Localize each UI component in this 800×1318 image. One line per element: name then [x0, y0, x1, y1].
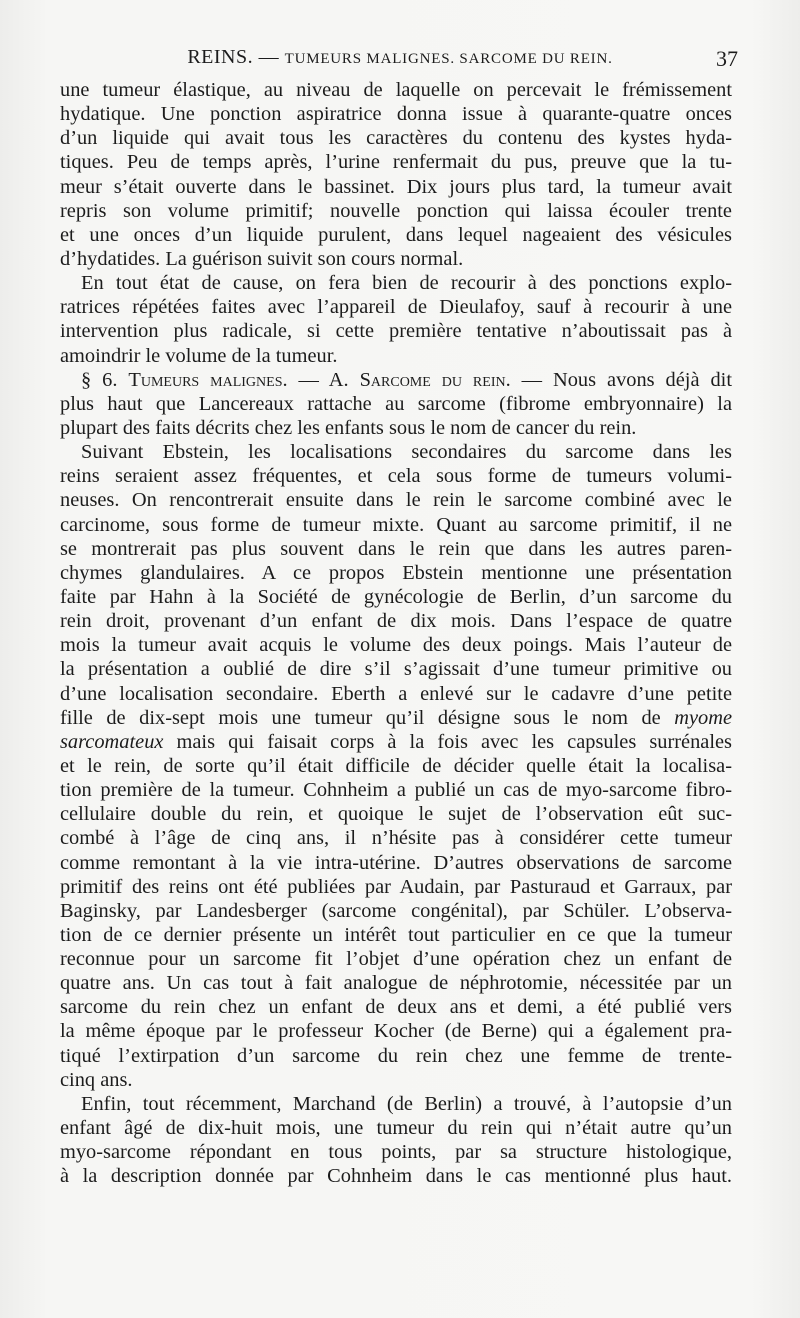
page-number: 37: [716, 46, 738, 71]
text-line: d’un liquide qui avait tous les caractères du contenu des kystes hyda-: [60, 127, 732, 150]
text-line: myo-sarcome répondant en tous points, par sa structure histologique,: [60, 1141, 732, 1164]
text-line: Enfin, tout récemment, Marchand (de Berlin) a trouvé, à l’autopsie d’un: [81, 1092, 732, 1115]
text-line: cinq ans.: [60, 1068, 133, 1091]
section-separator: — A.: [287, 368, 360, 391]
text-line: rein droit, provenant d’un enfant de dix mois. Dans l’espace de quatre: [60, 610, 732, 633]
text-line: la même époque par le professeur Kocher (de Berne) qui a également pra-: [60, 1020, 732, 1043]
text-line: hydatique. Une ponction aspiratrice donna issue à quarante-quatre onces: [60, 103, 732, 126]
text-line: quatre ans. Un cas tout à fait analogue de néphrotomie, nécessitée par un: [60, 972, 732, 995]
section-title-tumeurs: Tumeurs malignes.: [128, 368, 288, 391]
text-line: repris son volume primitif; nouvelle ponction qui laissa écouler trente: [60, 199, 732, 222]
text-line: se montrerait pas plus souvent dans le rein que dans les autres paren-: [60, 537, 732, 560]
running-head-prefix: REINS. —: [187, 46, 285, 68]
text-line: une tumeur élastique, au niveau de laquelle on percevait le frémissement: [60, 79, 732, 101]
text-line: ratrices répétées faites avec l’appareil de Dieulafoy, sauf à recourir à une: [60, 296, 732, 319]
text-line: plupart des faits décrits chez les enfants sous le nom de cancer du rein.: [60, 416, 637, 439]
text-line: combé à l’âge de cinq ans, il n’hésite pas à considérer cette tumeur: [60, 827, 732, 850]
text-line: cellulaire double du rein, et quoique le sujet de l’observation eût suc-: [60, 803, 732, 826]
text-line: reins seraient assez fréquentes, et cela sous forme de tumeurs volumi-: [60, 465, 732, 488]
text-line: tion première de la tumeur. Cohnheim a publié un cas de myo-sarcome fibro-: [60, 779, 732, 802]
text-line: meur s’était ouverte dans le bassinet. Dix jours plus tard, la tumeur avait: [60, 175, 732, 198]
text-line: d’hydatides. La guérison suivit son cours normal.: [60, 247, 464, 270]
page-header: [60, 44, 740, 74]
text-line: chymes glandulaires. A ce propos Ebstein mentionne une présentation: [60, 561, 732, 584]
text-line: et le rein, de sorte qu’il était difficile de décider quelle était la localisa-: [60, 754, 732, 777]
text-line-with-italic: [60, 706, 732, 730]
text-line: carcinome, sous forme de tumeur mixte. Quant au sarcome primitif, il ne: [60, 513, 732, 536]
running-head: [60, 46, 740, 69]
line-rest: mais qui faisait corps à la fois avec les capsules surrénales: [163, 730, 732, 753]
text-line: amoindrir le volume de la tumeur.: [60, 344, 338, 367]
text-line: comme remontant à la vie intra-utérine. D’autres observations de sarcome: [60, 851, 732, 874]
text-line: intervention plus radicale, si cette première tentative n’aboutissait pas à: [60, 320, 732, 343]
section-heading-rest: — Nous avons déjà dit: [510, 368, 732, 391]
text-line: tion de ce dernier présente un intérêt tout particulier en ce que la tumeur: [60, 923, 732, 946]
line-prefix: fille de dix-sept mois une tumeur qu’il désigne sous le nom de: [60, 706, 675, 729]
running-head-section: TUMEURS MALIGNES. SARCOME DU REIN.: [284, 51, 613, 67]
text-line: neuses. On rencontrerait ensuite dans le rein le sarcome combiné avec le: [60, 489, 732, 512]
text-line-with-italic: [60, 730, 732, 754]
text-line: tiques. Peu de temps après, l’urine renfermait du pus, preuve que la tu-: [60, 151, 732, 174]
text-line: d’une localisation secondaire. Eberth a enlevé sur le cadavre d’une petite: [60, 682, 732, 705]
section-title-sarcome: Sarcome du rein.: [359, 368, 511, 391]
text-line: et une onces d’un liquide purulent, dans lequel nageaient des vésicules: [60, 223, 732, 246]
text-line: plus haut que Lancereaux rattache au sarcome (fibrome embryonnaire) la: [60, 392, 732, 415]
text-line: enfant âgé de dix-huit mois, une tumeur du rein qui n’était autre qu’un: [60, 1117, 732, 1140]
text-line: Suivant Ebstein, les localisations secondaires du sarcome dans les: [81, 441, 732, 464]
section-number: § 6.: [81, 368, 129, 391]
text-line: reconnue pour un sarcome fit l’objet d’une opération chez un enfant de: [60, 948, 732, 971]
text-line: la présentation a oublié de dire s’il s’agissait d’une tumeur primitive ou: [60, 658, 732, 681]
text-line: mois la tumeur avait acquis le volume des deux poings. Mais l’auteur de: [60, 634, 732, 657]
body-text: [60, 78, 732, 1188]
text-line: primitif des reins ont été publiées par Audain, par Pasturaud et Garraux, par: [60, 875, 732, 898]
text-line: à la description donnée par Cohnheim dans le cas mentionné plus haut.: [60, 1165, 732, 1188]
text-line: En tout état de cause, on fera bien de recourir à des ponctions explo-: [81, 272, 732, 295]
text-line: faite par Hahn à la Société de gynécologie de Berlin, d’un sarcome du: [60, 585, 732, 608]
section-heading-line: [60, 368, 732, 392]
italic-term-sarcomateux: sarcomateux: [60, 730, 164, 753]
text-line: Baginsky, par Landesberger (sarcome congénital), par Schüler. L’observa-: [60, 899, 732, 922]
text-line: sarcome du rein chez un enfant de deux ans et demi, a été publié vers: [60, 996, 732, 1019]
italic-term-myome: myome: [674, 706, 732, 729]
text-line: tiqué l’extirpation d’un sarcome du rein chez une femme de trente-: [60, 1044, 732, 1067]
